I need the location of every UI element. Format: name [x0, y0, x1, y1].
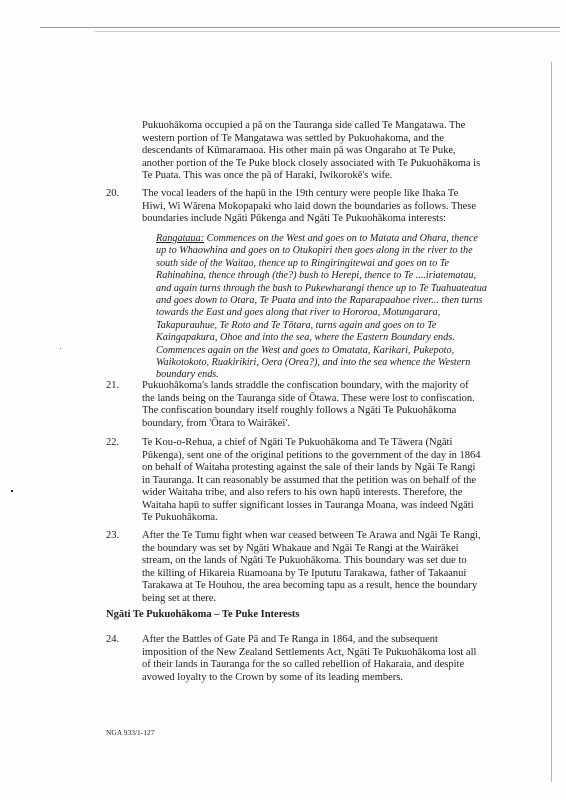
paragraph-number: 23.	[106, 530, 120, 541]
page-footer: NGA 933/1-127	[106, 728, 155, 737]
section-heading: Ngāti Te Pukuohākoma – Te Puke Interests	[106, 609, 300, 620]
paragraph-intro: Pukuohākoma occupied a pā on the Tauranga side called Te Mangatawa. The western portion of Te Mangatawa was settled by Pukuohakoma, and the descendants of Kūmaramaoa. His other main pā was Ongaraho at Te Puke, another portion of the Te Puke block closely associated with Te Pukuohākoma is Te Puata. This was once the pā of Haraki, Iwikorokē's wife.	[142, 120, 481, 181]
paragraph-number: 20.	[106, 188, 120, 199]
header-rule-secondary	[95, 31, 560, 32]
scan-speck	[11, 490, 13, 492]
paragraph-23: After the Te Tumu fight when war ceased between Te Arawa and Ngāi Te Rangi, the boundary was set by Ngāti Whakaue and Ngāi Te Rangi at the Wairākei stream, on the lands of Ngāti Te Pukuohākoma. This boundary was set due to the killing of Hikareia Ruamoana by Te Ipututu Tarakawa, father of Takaanui Tarakawa at Te Houhou, the area becoming tapu as a result, hence the boundary being set at there.	[142, 530, 481, 604]
scan-speck	[60, 348, 61, 349]
header-rule	[40, 27, 560, 28]
paragraph-24: After the Battles of Gate Pā and Te Ranga in 1864, and the subsequent imposition of the New Zealand Settlements Act, Ngāti Te Pukuohākoma lost all of their lands in Tauranga for the so called rebellion of Hakaraia, and despite avowed loyalty to the Crown by some of its leading members.	[142, 634, 477, 683]
paragraph-number: 22.	[106, 437, 120, 448]
paragraph-22: Te Kou-o-Rehua, a chief of Ngāti Te Pukuohākoma and Te Tāwera (Ngāti Pūkenga), sent one of the original petitions to the government of the day in 1864 on behalf of Waitaha protesting against the sale of their lands by Ngāi Te Rangi in Tauranga. It can reasonably be assumed that the petition was on behalf of the wider Waitaha tribe, and also refers to his own hapū interests. Therefore, the Waitaha hapū to suffer significant losses in Tauranga Moana, was indeed Ngāti Te Pukuohākoma.	[142, 437, 481, 523]
paragraph-number: 24.	[106, 634, 120, 645]
paragraph-21: Pukuohākoma's lands straddle the confiscation boundary, with the majority of the lands being on the Tauranga side of Ōtawa. These were lost to confiscation. The confiscation boundary itself roughly follows a Ngāti Te Pukuohākoma boundary, from 'Ōtara to Wairākei'.	[142, 380, 475, 429]
paragraph-number: 21.	[106, 380, 120, 391]
quote-lead: Rangataua:	[156, 233, 205, 244]
boundary-quote	[156, 233, 490, 382]
margin-rule	[551, 62, 552, 782]
quote-text: Commences on the West and goes on to Matata and Ohara, thence up to Whaowhina and goes on to Otukopiri then goes along in the river to the south side of the Waitao, thence up to Ringiringitewai and goes on to Te Rahinahina, thence through (the?) bush to Herepi, thence to Te ....iriatematau, and again turns through the bush to Pukewharangi thence up to Te Tuahuateatua and goes down to Otara, Te Puata and into the Raparapaahoe river... then turns towards the East and goes along that river to Hororoa, Motungarara, Takapurauhue, Te Roto and Te Tōtara, turns again and goes on to Te Kaingapakura, Ohoe and into the sea, where the Eastern Boundary ends. Commences again on the West and goes to Omatata, Karikari, Pukepoto, Waikotokoto, Ruakirikiri, Oera (Orea?), and into the sea whence the Western boundary ends.	[156, 233, 487, 381]
paragraph-20: The vocal leaders of the hapū in the 19th century were people like Ihaka Te Hiwi, Wi Wārena Mokopapaki who laid down the boundaries as follows. These boundaries include Ngāti Pūkenga and Ngāti Te Pukuohākoma interests:	[142, 188, 477, 224]
